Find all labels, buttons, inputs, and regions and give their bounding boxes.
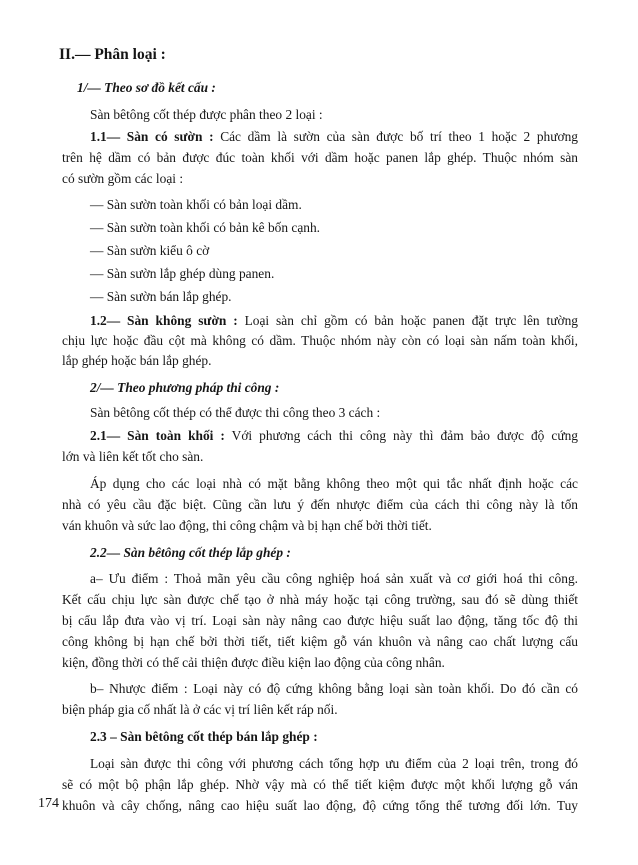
item-2-1-text: Với phương cách thi công này thì đảm bảo được độ cứng <box>231 428 578 443</box>
subsection-heading-structure: 1/— Theo sơ đồ kết cấu : <box>77 80 216 95</box>
item-2-3-heading: 2.3 – Sàn bêtông cốt thép bán lắp ghép : <box>90 729 318 744</box>
item-2-1-para2-line-1: Áp dụng cho các loại nhà có mặt bằng không theo một qui tắc nhất định hoặc các <box>90 476 578 491</box>
section-title: II.— Phân loại : <box>59 46 166 63</box>
item-2-3-line-3: khuôn và cây chống, nâng cao hiệu suất lao động, độ cứng tổng thể tương đối lớn. Tuy <box>62 798 578 813</box>
item-2-3-line-1: Loại sàn được thi công với phương cách tổng hợp ưu điểm của 2 loại trên, trong đó <box>90 756 578 771</box>
item-2-2-heading: 2.2— Sàn bêtông cốt thép lắp ghép : <box>90 545 291 560</box>
item-1-2-line-1 <box>90 313 578 329</box>
item-1-1-line-3: có sườn gồm các loại : <box>62 171 184 186</box>
subsection-heading-construction: 2/— Theo phương pháp thi công : <box>90 380 280 395</box>
bullet-item: — Sàn sườn kiểu ô cờ <box>90 243 210 258</box>
item-2-1-para2-line-2: nhà có yêu cầu đặc biệt. Cũng cần lưu ý đến nhược điểm của cách thi công này là tốn <box>62 497 578 512</box>
paragraph-intro-structure: Sàn bêtông cốt thép được phân theo 2 loại : <box>90 107 323 122</box>
item-1-1-label: 1.1— Sàn có sườn : <box>90 129 214 144</box>
item-2-2-a-line-5: kiện, đồng thời có thể cải thiện được điều kiện lao động của công nhân. <box>62 655 445 670</box>
item-2-1-para2-line-3: ván khuôn và sức lao động, thi công chậm và bị hạn chế bởi thời tiết. <box>62 518 432 533</box>
item-2-2-a-line-3: bị cẩu lắp đưa vào vị trí. Loại sàn này nâng cao được hiệu suất lao động, tăng tốc độ thi <box>62 613 578 628</box>
item-2-2-a-line-2: Kết cấu chịu lực sàn được chế tạo ở nhà máy hoặc tại công trường, sau đó sẽ dùng thiết <box>62 592 578 607</box>
item-2-2-a-line-1: a– Ưu điểm : Thoả mãn yêu cầu công nghiệp hoá sản xuất và cơ giới hoá thi công. <box>90 571 578 586</box>
page-number: 174 <box>38 796 59 811</box>
item-2-2-b-line-1: b– Nhược điểm : Loại này có độ cứng không bằng loại sàn toàn khối. Do đó cần có <box>90 681 578 696</box>
item-2-2-b-line-2: biện pháp gia cố nhất là ở các vị trí liên kết ráp nối. <box>62 702 338 717</box>
item-2-3-line-2: sẽ có một bộ phận lắp ghép. Nhờ vậy mà có thể tiết kiệm được một khối lượng gỗ ván <box>62 777 578 792</box>
bullet-item: — Sàn sườn toàn khối có bản kê bốn cạnh. <box>90 220 321 235</box>
paragraph-intro-construction: Sàn bêtông cốt thép có thể được thi công theo 3 cách : <box>90 405 381 420</box>
item-2-1-line-2: lớn và liên kết tốt cho sàn. <box>62 449 204 464</box>
item-1-1-line-1 <box>90 129 578 145</box>
item-2-1-line-1 <box>90 428 578 444</box>
item-1-2-text: Loại sàn chỉ gồm có bản hoặc panen đặt trực lên tường <box>244 313 578 328</box>
bullet-item: — Sàn sườn lắp ghép dùng panen. <box>90 266 275 281</box>
item-1-1-line-2: trên hệ dầm có bản được đúc toàn khối với dầm hoặc panen lắp ghép. Thuộc nhóm sàn <box>62 150 578 165</box>
item-1-1-text: Các dầm là sườn của sàn được bố trí theo 1 hoặc 2 phương <box>220 129 578 144</box>
item-1-2-line-3: lắp ghép hoặc bán lắp ghép. <box>62 353 212 368</box>
bullet-item: — Sàn sườn toàn khối có bản loại dầm. <box>90 197 302 212</box>
bullet-item: — Sàn sườn bán lắp ghép. <box>90 289 232 304</box>
item-1-2-line-2: chịu lực hoặc đầu cột mà không có dầm. Thuộc nhóm này còn có loại sàn nấm toàn khối, <box>62 333 578 348</box>
item-2-2-a-line-4: công không bị hạn chế bởi thời tiết, tiết kiệm gỗ ván khuôn và nâng cao chất lượng cấu <box>62 634 578 649</box>
item-2-1-label: 2.1— Sàn toàn khối : <box>90 428 225 443</box>
item-1-2-label: 1.2— Sàn không sườn : <box>90 313 238 328</box>
